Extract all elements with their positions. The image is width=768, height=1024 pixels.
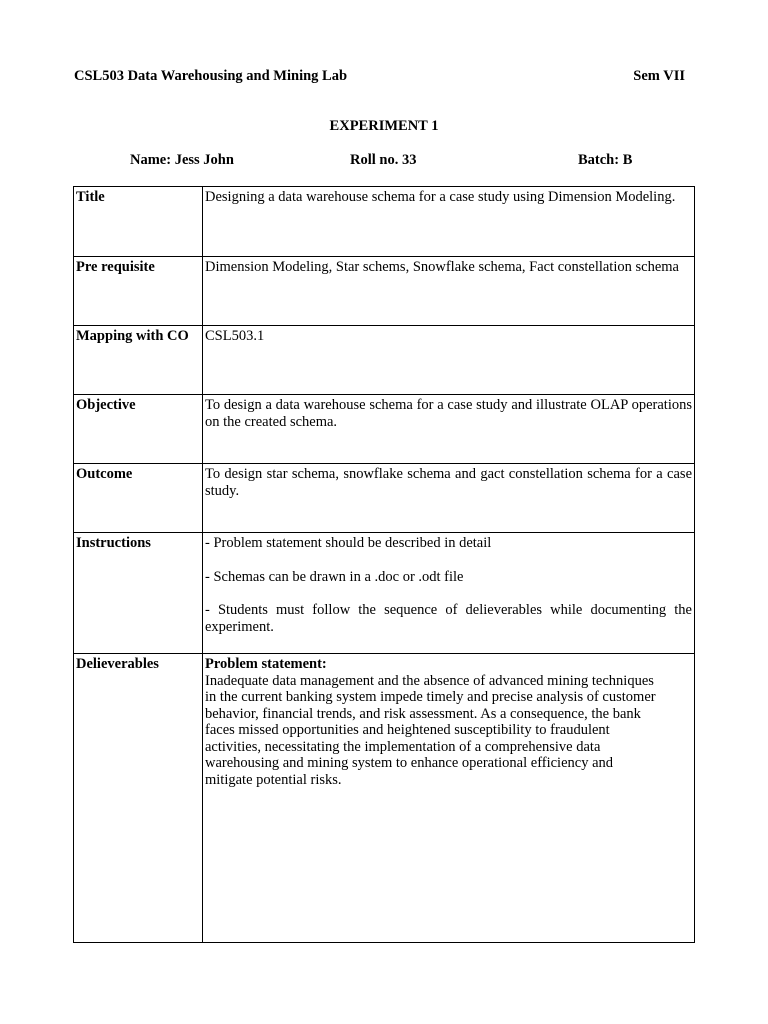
value-outcome: To design star schema, snowflake schema and gact constellation schema for a case study. bbox=[203, 464, 695, 533]
roll-number: Roll no. 33 bbox=[350, 152, 417, 168]
row-instructions bbox=[74, 533, 695, 654]
instruction-item: - Problem statement should be described in detail bbox=[205, 535, 492, 551]
problem-statement-line: behavior, financial trends, and risk assessment. As a consequence, the bank bbox=[205, 705, 641, 722]
problem-statement-line: in the current banking system impede timely and precise analysis of customer bbox=[205, 689, 656, 705]
label-mapping: Mapping with CO bbox=[74, 326, 203, 395]
value-title: Designing a data warehouse schema for a case study using Dimension Modeling. bbox=[203, 187, 695, 257]
value-mapping: CSL503.1 bbox=[203, 326, 695, 395]
label-title: Title bbox=[74, 187, 203, 257]
semester-label: Sem VII bbox=[633, 68, 685, 84]
label-instructions: Instructions bbox=[74, 533, 203, 654]
batch-label: Batch: B bbox=[578, 152, 633, 168]
instruction-item: - Students must follow the sequence of delieverables while documenting the experiment. bbox=[205, 602, 692, 635]
label-deliverables: Delieverables bbox=[74, 654, 203, 943]
label-objective: Objective bbox=[74, 395, 203, 464]
row-deliverables bbox=[74, 654, 695, 943]
value-instructions bbox=[203, 533, 695, 654]
row-objective bbox=[74, 395, 695, 464]
problem-statement-line: Inadequate data management and the absence of advanced mining techniques bbox=[205, 672, 654, 689]
problem-statement-line: faces missed opportunities and heightened susceptibility to fraudulent bbox=[205, 722, 610, 738]
row-prerequisite bbox=[74, 257, 695, 326]
instruction-item: - Schemas can be drawn in a .doc or .odt file bbox=[205, 568, 464, 585]
experiment-details-table bbox=[73, 186, 695, 943]
row-mapping bbox=[74, 326, 695, 395]
course-title: CSL503 Data Warehousing and Mining Lab bbox=[74, 68, 348, 84]
problem-statement-line: warehousing and mining system to enhance operational efficiency and bbox=[205, 755, 614, 771]
value-objective: To design a data warehouse schema for a case study and illustrate OLAP operations on the created schema. bbox=[203, 395, 695, 464]
experiment-title: EXPERIMENT 1 bbox=[329, 118, 439, 134]
problem-statement-line: mitigate potential risks. bbox=[205, 771, 342, 788]
row-outcome bbox=[74, 464, 695, 533]
student-name: Name: Jess John bbox=[130, 152, 234, 168]
value-deliverables bbox=[203, 654, 695, 943]
label-prerequisite: Pre requisite bbox=[74, 257, 203, 326]
value-prerequisite: Dimension Modeling, Star schems, Snowflake schema, Fact constellation schema bbox=[203, 257, 695, 326]
problem-statement-line: activities, necessitating the implementation of a comprehensive data bbox=[205, 738, 601, 755]
row-title bbox=[74, 187, 695, 257]
label-outcome: Outcome bbox=[74, 464, 203, 533]
problem-statement-heading: Problem statement: bbox=[205, 656, 327, 672]
